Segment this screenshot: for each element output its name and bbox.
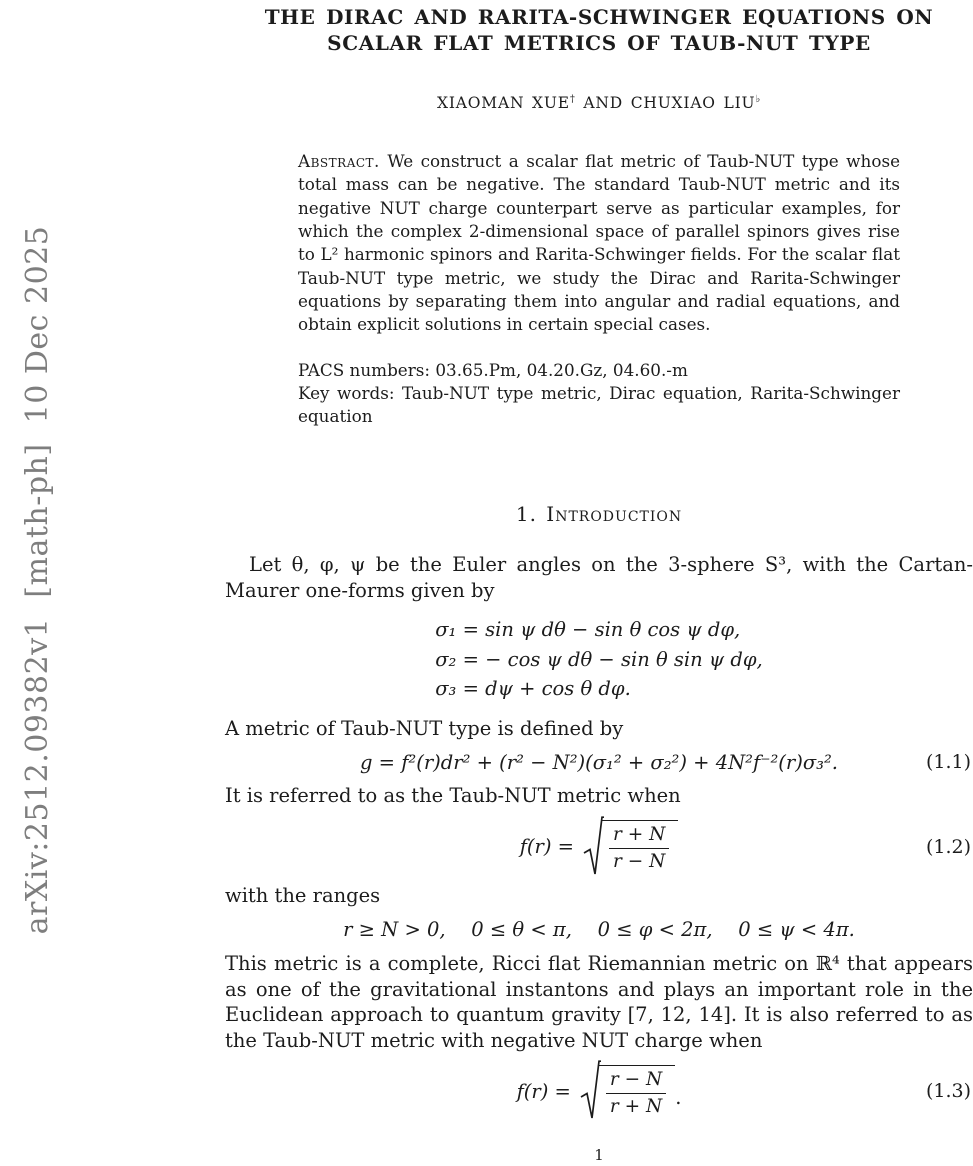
square-root-expression <box>580 1060 675 1122</box>
cartan-maurer-equations <box>225 615 973 704</box>
closing-paragraph: This metric is a complete, Ricci flat Riemannian metric on ℝ⁴ that appears as one of the gravitational instantons and plays an important role in the Euclidean approach to quantum gravity [7, 12, 14]. It is also referred to as the Taub-NUT metric with negative NUT charge when <box>225 952 973 1052</box>
coordinate-ranges-equation: r ≥ N > 0, 0 ≤ θ < π, 0 ≤ φ < 2π, 0 ≤ ψ < 4π. <box>343 918 855 942</box>
equation-1-2 <box>225 815 973 879</box>
fraction-denominator: r + N <box>609 1095 663 1117</box>
fraction-numerator: r − N <box>606 1069 666 1094</box>
authors-connector: AND <box>575 94 631 113</box>
paper-title-line2: SCALAR FLAT METRICS OF TAUB-NUT TYPE <box>327 31 871 55</box>
equation-1-1-body: g = f²(r)dr² + (r² − N²)(σ₁² + σ₂²) + 4N²f⁻²(r)σ₃². <box>360 750 838 774</box>
abstract <box>298 150 900 336</box>
author-2: CHUXIAO LIU <box>630 94 756 113</box>
arxiv-watermark: arXiv:2512.09382v1 [math-ph] 10 Dec 2025 <box>20 225 55 935</box>
equation-sigma2: σ₂ = − cos ψ dθ − sin θ sin ψ dφ, <box>435 647 763 671</box>
radical-sign-icon <box>583 816 604 878</box>
taub-nut-reference-text: It is referred to as the Taub-NUT metric when <box>225 784 681 808</box>
fraction <box>606 1069 666 1118</box>
intro-paragraph: Let θ, φ, ψ be the Euler angles on the 3-sphere S³, with the Cartan-Maurer one-forms given by <box>225 553 973 602</box>
pacs-numbers: PACS numbers: 03.65.Pm, 04.20.Gz, 04.60.-m <box>298 359 688 380</box>
paper-title <box>225 4 973 56</box>
fraction-denominator: r − N <box>613 851 666 873</box>
keywords: Key words: Taub-NUT type metric, Dirac equation, Rarita-Schwinger equation <box>298 382 900 427</box>
fraction-numerator: r + N <box>609 824 669 849</box>
equation-1-1-tag: (1.1) <box>925 751 971 774</box>
square-root-expression <box>583 816 678 878</box>
author-1-affiliation-mark: † <box>569 94 576 105</box>
ranges-intro-text: with the ranges <box>225 883 381 907</box>
equation-1-3-suffix: . <box>675 1086 682 1110</box>
paper-content-column <box>225 0 973 1123</box>
paper-metadata <box>298 359 900 429</box>
metric-definition-intro: A metric of Taub-NUT type is defined by <box>225 716 624 740</box>
section-heading-introduction: 1. Introduction <box>515 502 683 527</box>
author-2-affiliation-mark: ♭ <box>755 94 761 105</box>
page-number: 1 <box>594 1146 604 1164</box>
equation-1-3-lhs: f(r) = <box>516 1079 571 1103</box>
equation-1-3-tag: (1.3) <box>925 1080 971 1103</box>
abstract-label: Abstract. <box>298 151 380 172</box>
fraction <box>609 824 669 873</box>
equation-1-2-lhs: f(r) = <box>519 835 574 859</box>
equation-1-3 <box>225 1059 973 1123</box>
author-1: XIAOMAN XUE <box>437 94 570 113</box>
paper-title-line1: THE DIRAC AND RARITA-SCHWINGER EQUATIONS ON <box>264 5 934 29</box>
radical-sign-icon <box>580 1060 601 1122</box>
equation-1-1 <box>225 747 973 777</box>
equation-sigma3: σ₃ = dψ + cos θ dφ. <box>435 677 631 701</box>
equation-1-2-tag: (1.2) <box>925 835 971 858</box>
equation-sigma1: σ₁ = sin ψ dθ − sin θ cos ψ dφ, <box>435 618 741 642</box>
abstract-text: We construct a scalar flat metric of Taub-NUT type whose total mass can be negative. The standard Taub-NUT metric and its negative NUT charge counterpart serve as particular examples, for which the complex 2-dimensional space of parallel spinors gives rise to L² harmonic spinors and Rarita-Schwinger fields. For the scalar flat Taub-NUT type metric, we study the Dirac and Rarita-Schwinger equations by separating them into angular and radial equations, and obtain explicit solutions in certain special cases. <box>298 151 900 335</box>
authors-line <box>225 94 973 112</box>
